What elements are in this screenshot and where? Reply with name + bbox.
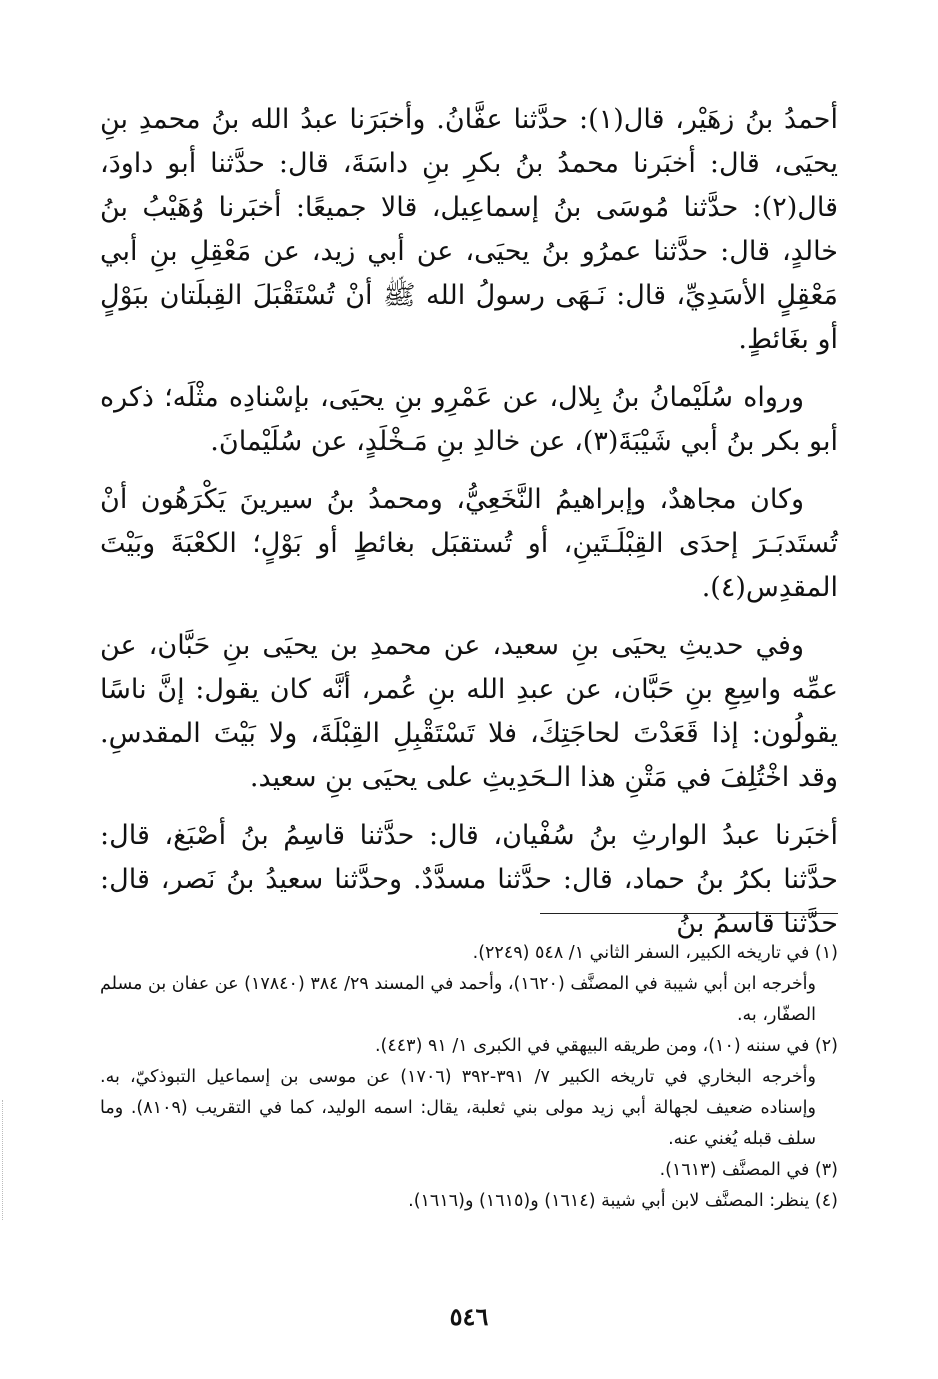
paragraph-4: وفي حديثِ يحيَى بنِ سعيد، عن محمدِ بن يحيَى بنِ حَبَّان، عن عمِّه واسِعِ بنِ حَبَّان، عن عبدِ الله بنِ عُمر، أنَّه كان يقول: إنَّ ناسًا يقولُون: إذا قَعَدْتَ لحاجَتِكَ، فلا تَسْتَقْبِلِ القِبْلَةَ، ولا بَيْتَ المقدسِ. وقد اخْتُلِفَ في مَتْنِ هذا الـحَدِيثِ على يحيَى بنِ سعيد. — [100, 630, 838, 793]
footnote-3: (٣) في المصنَّف (١٦١٣). — [659, 1160, 838, 1180]
footnote-2-continuation: وأخرجه البخاري في تاريخه الكبير ٧/ ٣٩١-٣٩٢ (١٧٠٦) عن موسى بن إسماعيل التبوذكيّ، به. وإسناده ضعيف لجهالة أبي زيد مولى بني ثعلبة، يقال: اسمه الوليد، كما في التقريب (٨١٠٩). وما سلف قبله يُغني عنه. — [100, 1067, 816, 1149]
paragraph-1: أحمدُ بنُ زهَيْر، قال(١): حدَّثنا عفَّانُ. وأخبَرَنا عبدُ الله بنُ محمدِ بنِ يحيَى، قال: أخبَرنا محمدُ بنُ بكرِ بنِ داسَةَ، قال: حدَّثنا أبو داودَ، قال(٢): حدَّثنا مُوسَى بنُ إسماعِيل، قالا جميعًا: أخبَرنا وُهَيْبُ بنُ خالدٍ، قال: حدَّثنا عمرُو بنُ يحيَى، عن أبي زيد، عن مَعْقِلِ بنِ أبي مَعْقِلٍ الأسَدِيِّ، قال: نَـهَى رسولُ الله ﷺ أنْ تُسْتَقْبَلَ القِبلَتان ببَوْلٍ أو بغَائطٍ. — [100, 104, 838, 355]
footnote-4: (٤) ينظر: المصنَّف لابن أبي شيبة (١٦١٤) و(١٦١٥) و(١٦١٦). — [408, 1191, 838, 1211]
footnotes-section — [100, 938, 838, 1217]
footnote-1: (١) في تاريخه الكبير، السفر الثاني ١/ ٥٤٨ (٢٢٤٩). — [472, 943, 838, 963]
scan-edge-marks — [2, 1100, 7, 1220]
footnote-divider — [540, 913, 838, 914]
footnote-2: (٢) في سننه (١٠)، ومن طريقه البيهقي في الكبرى ١/ ٩١ (٤٤٣). — [374, 1036, 838, 1056]
paragraph-3: وكان مجاهدٌ، وإبراهيمُ النَّخَعِيُّ، ومحمدُ بنُ سيرينَ يَكْرَهُون أنْ تُستَدبَـرَ إحدَى القِبْلَـتَينِ، أو تُستقبَل بغائطٍ أو بَوْلٍ؛ الكعْبَةَ وبَيْتَ المقدِس(٤). — [100, 484, 838, 603]
page-number: ٥٤٦ — [449, 1302, 489, 1331]
main-text-body — [100, 98, 838, 960]
paragraph-2: ورواه سُلَيْمانُ بنُ بِلال، عن عَمْرِو بنِ يحيَى، بإسْنادِه مثْلَه؛ ذكره أبو بكر بنُ أبي شَيْبَةَ(٣)، عن خالدِ بنِ مَـخْلَدٍ، عن سُلَيْمانَ. — [100, 382, 838, 457]
paragraph-5: أخبَرنا عبدُ الوارثِ بنُ سُفْيان، قال: حدَّثنا قاسِمُ بنُ أصْبَغ، قال: حدَّثنا بكرُ بنُ حماد، قال: حدَّثنا مسدَّدٌ. وحدَّثنا سعيدُ بنُ نَصر، قال: حدَّثنا قاسمُ بنُ — [100, 820, 838, 939]
footnote-1-continuation: وأخرجه ابن أبي شيبة في المصنَّف (١٦٢٠)، وأحمد في المسند ٢٩/ ٣٨٤ (١٧٨٤٠) عن عفان بن مسلم الصفّار، به. — [100, 974, 816, 1025]
